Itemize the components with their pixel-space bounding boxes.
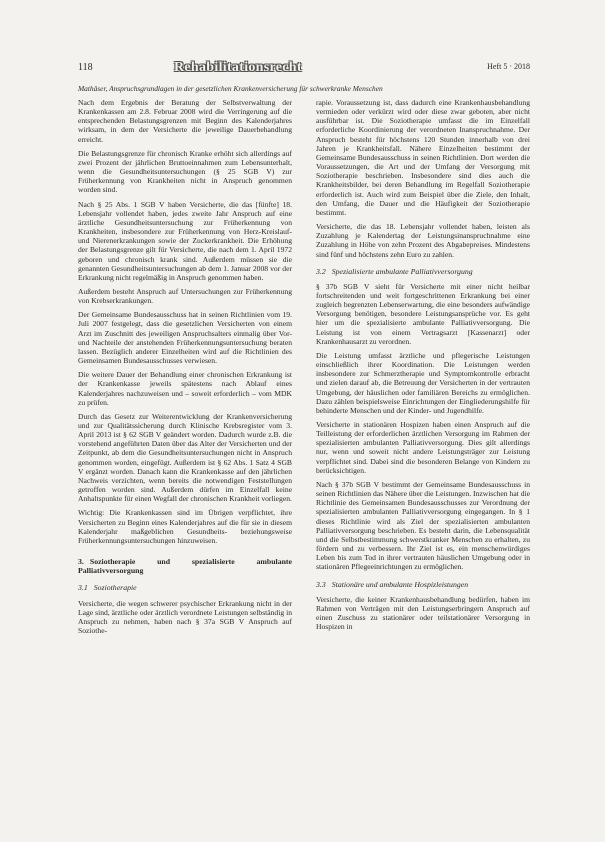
section-number: 3. — [78, 557, 84, 567]
subsection-title: Stationäre und ambulante Hospizleistungen — [331, 579, 469, 589]
page-header — [78, 60, 530, 82]
paragraph: Die Belastungsgrenze für chronisch Kranke erhöht sich allerdings auf zwei Prozent der jährlichen Bruttoeinnahmen zum Lebensunterhalt, wenn die Gesundheitsuntersuchungen (§ 25 SGB V) zur Früherkennung von Krankheiten nicht in Anspruch genommen worden sind. — [78, 148, 292, 195]
paragraph: Nach dem Ergebnis der Beratung der Selbstverwaltung der Krankenkassen am 2.8. Februar 2008 wird die Verringerung auf die entsprechenden Belastungsgrenzen mit Beginn des Kalenderjahres wirksam, in dem der Versicherte die jeweilige Dauerbehandlung erreicht. — [78, 98, 292, 144]
left-column — [78, 98, 292, 640]
paragraph: Versicherte in stationären Hospizen haben einen Anspruch auf die Teilleistung der erforderlichen ärztlichen Versorgung im Rahmen der spezialisierten ambulanten Palliativversorgung. Dies gilt allerdings nur, wenn und soweit nicht andere Leistungsträger zur Leistung verpflichtet sind. Dabei sind die besonderen Belange von Kindern zu berücksichtigen. — [316, 420, 530, 475]
journal-title: Rehabilitationsrecht — [174, 60, 302, 75]
paragraph: Durch das Gesetz zur Weiterentwicklung der Krankenversicherung und zur Qualitätssicherung durch Klinische Krebsregister vom 3. April 2013 ist § 62 SGB V geändert worden. Dadurch wurde z.B. die vorstehend angeführten Daten über das Alter der Versicherten und der Zeitpunkt, ab dem die Gesundheitsuntersuchungen nicht in Anspruch genommen worden, eingefügt. Außerdem ist § 62 Abs. 1 Satz 4 SGB V ergänzt worden. Danach kann die Krankenkasse auf den jährlichen Nachweis verzichten, wenn bereits die notwendigen Feststellungen getroffen worden sind. Außerdem dürfen im Einzelfall keine Anhaltspunkte für einen Wegfall der chronischen Krankheit vorliegen. — [78, 411, 292, 504]
paragraph: Versicherte, die wegen schwerer psychischer Erkrankung nicht in der Lage sind, ärztliche oder ärztlich verordnete Leistungen selbständig in Anspruch zu nehmen, haben nach § 37a SGB V Anspruch auf Soziothe- — [78, 598, 292, 635]
subsection-number: 3.2 — [316, 266, 326, 276]
subsection-number: 3.1 — [78, 583, 88, 593]
subsection-heading — [78, 583, 292, 592]
subsection-number: 3.3 — [316, 579, 326, 589]
paragraph: Außerdem besteht Anspruch auf Untersuchungen zur Früherkennung von Krebserkrankungen. — [78, 286, 292, 306]
running-title: Mathäser, Anspruchsgrundlagen in der gesetzlichen Krankenversicherung für schwerkranke Menschen — [78, 84, 383, 93]
right-column — [316, 98, 530, 636]
paragraph: Nach § 25 Abs. 1 SGB V haben Versicherte, die das [fünfte] 18. Lebensjahr vollendet haben, jedes zweite Jahr Anspruch auf eine ärztliche Gesundheitsuntersuchung zur Früherkennung von Krankheiten, insbesondere zur Früherkennung von Herz-Kreislauf- und Nierenerkrankungen sowie der Zuckerkrankheit. Die Erhöhung der Belastungsgrenze gilt für Versicherte, die nach dem 1. April 1972 geboren und chronisch krank sind. Außerdem müssen sie die genannten Gesundheitsuntersuchungen ab dem 1. Januar 2008 vor der Erkrankung nicht regelmäßig in Anspruch genommen haben. — [78, 199, 292, 282]
paragraph: Die weitere Dauer der Behandlung einer chronischen Erkrankung ist der Krankenkasse jeweils spätestens nach Ablauf eines Kalenderjahres nachzuweisen und – soweit erforderlich – vom MDK zu prüfen. — [78, 370, 292, 407]
paragraph: rapie. Voraussetzung ist, dass dadurch eine Krankenhausbehandlung vermieden oder verkürzt wird oder diese zwar geboten, aber nicht ausführbar ist. Die Soziotherapie umfasst die im Einzelfall erforderliche Koordinierung der verordneten Inanspruchnahme. Der Anspruch besteht für höchstens 120 Stunden innerhalb von drei Jahren je Krankheitsfall. Nähere Einzelheiten bestimmt der Gemeinsame Bundesausschuss in seinen Richtlinien. Dort werden die Voraussetzungen, die Art und der Umfang der Versorgung mit Soziotherapie beschrieben. Insbesondere sind dies auch die Krankheitsbilder, bei deren Behandlung im Regelfall Soziotherapie erforderlich ist. Auch wird zum Beispiel über die Ziele, den Inhalt, den Umfang, die Dauer und die Häufigkeit der Soziotherapie bestimmt. — [316, 98, 530, 217]
subsection-title: Soziotherapie — [93, 583, 137, 593]
paragraph: Versicherte, die das 18. Lebensjahr vollendet haben, leisten als Zuzahlung je Kalendertag der Leistungsinanspruchnahme eine Zuzahlung in Höhe von zehn Prozent des Abgabepreises. Mindestens sind fünf und höchstens zehn Euro zu zahlen. — [316, 222, 530, 259]
paragraph: § 37b SGB V sieht für Versicherte mit einer nicht heilbar fortschreitenden und weit fortgeschrittenen Erkrankung bei einer zugleich begrenzten Lebenserwartung, die eine besonders aufwändige Versorgung benötigen, besondere Leistungsansprüche vor. Es geht hier um die spezialisierte ambulante Palliativversorgung. Die Leistung ist von einem Vertragsarzt [Kassenarzt] oder Krankenhausarzt zu verordnen. — [316, 281, 530, 346]
paragraph: Die Leistung umfasst ärztliche und pflegerische Leistungen einschließlich ihrer Koordination. Die Leistungen werden insbesondere zur Schmerztherapie und Symptomkontrolle erbracht und zielen darauf ab, die Betreuung der Versicherten in der vertrauten Umgebung, der häuslichen oder familiären Bereichs zu ermöglichen. Dazu zählen beispielsweise Einrichtungen der Eingliederungshilfe für behinderte Menschen und der Kinder- und Jugendhilfe. — [316, 350, 530, 415]
issue-label: Heft 5 · 2018 — [487, 62, 530, 71]
paragraph: Versicherte, die keiner Krankenhausbehandlung bedürfen, haben im Rahmen von Verträgen mit den Leistungserbringern Anspruch auf einen Zuschuss zu stationärer oder teilstationärer Versorgung in Hospizen in — [316, 594, 530, 632]
subsection-heading — [316, 267, 530, 276]
subsection-title: Spezialisierte ambulante Palliativversorgung — [331, 266, 473, 276]
section-title: Soziotherapie und spezialisierte ambulante Palliativversorgung — [78, 557, 292, 576]
paragraph: Nach § 37b SGB V bestimmt der Gemeinsame Bundesausschuss in seinen Richtlinien das Nähere über die Leistungen. Inzwischen hat die Richtlinie des Gemeinsamen Bundesausschusses zur Verordnung der spezialisierten ambulanten Palliativversorgung eingegangen. In § 1 dieses Richtlinie wird als Ziel der spezialisierten ambulanten Palliativversorgung beschrieben. Es besteht darin, die Lebensqualität und die Selbstbestimmung schwerstkranker Menschen zu erhalten, zu fördern und zu verbessern. Ihr Ziel ist es, ein menschenwürdiges Leben bis zum Tod in ihrer vertrauten häuslichen Umgebung oder in stationären Pflegeeinrichtungen zu ermöglichen. — [316, 479, 530, 572]
paragraph: Wichtig: Die Krankenkassen sind im Übrigen verpflichtet, ihre Versicherten zu Beginn eines Kalenderjahres auf die für sie in diesem Kalenderjahr maßgeblichen Gesundheits- beziehungsweise Früherkennungsuntersuchungen hinzuweisen. — [78, 508, 292, 545]
paragraph: Der Gemeinsame Bundesausschuss hat in seinen Richtlinien vom 19. Juli 2007 festgelegt, dass die gesetzlichen Versicherten von einem Arzt im Zuschnitt des jeweiligen Anspruchsalters einmalig über Vor- und Nachteile der anstehenden Früherkennungsuntersuchung beraten lassen. Bezüglich anderer Einzelheiten wird auf die Richtlinien des Gemeinsamen Bundesausschusses verwiesen. — [78, 310, 292, 366]
section-heading — [78, 557, 292, 575]
subsection-heading — [316, 580, 530, 589]
page-number: 118 — [78, 62, 93, 73]
